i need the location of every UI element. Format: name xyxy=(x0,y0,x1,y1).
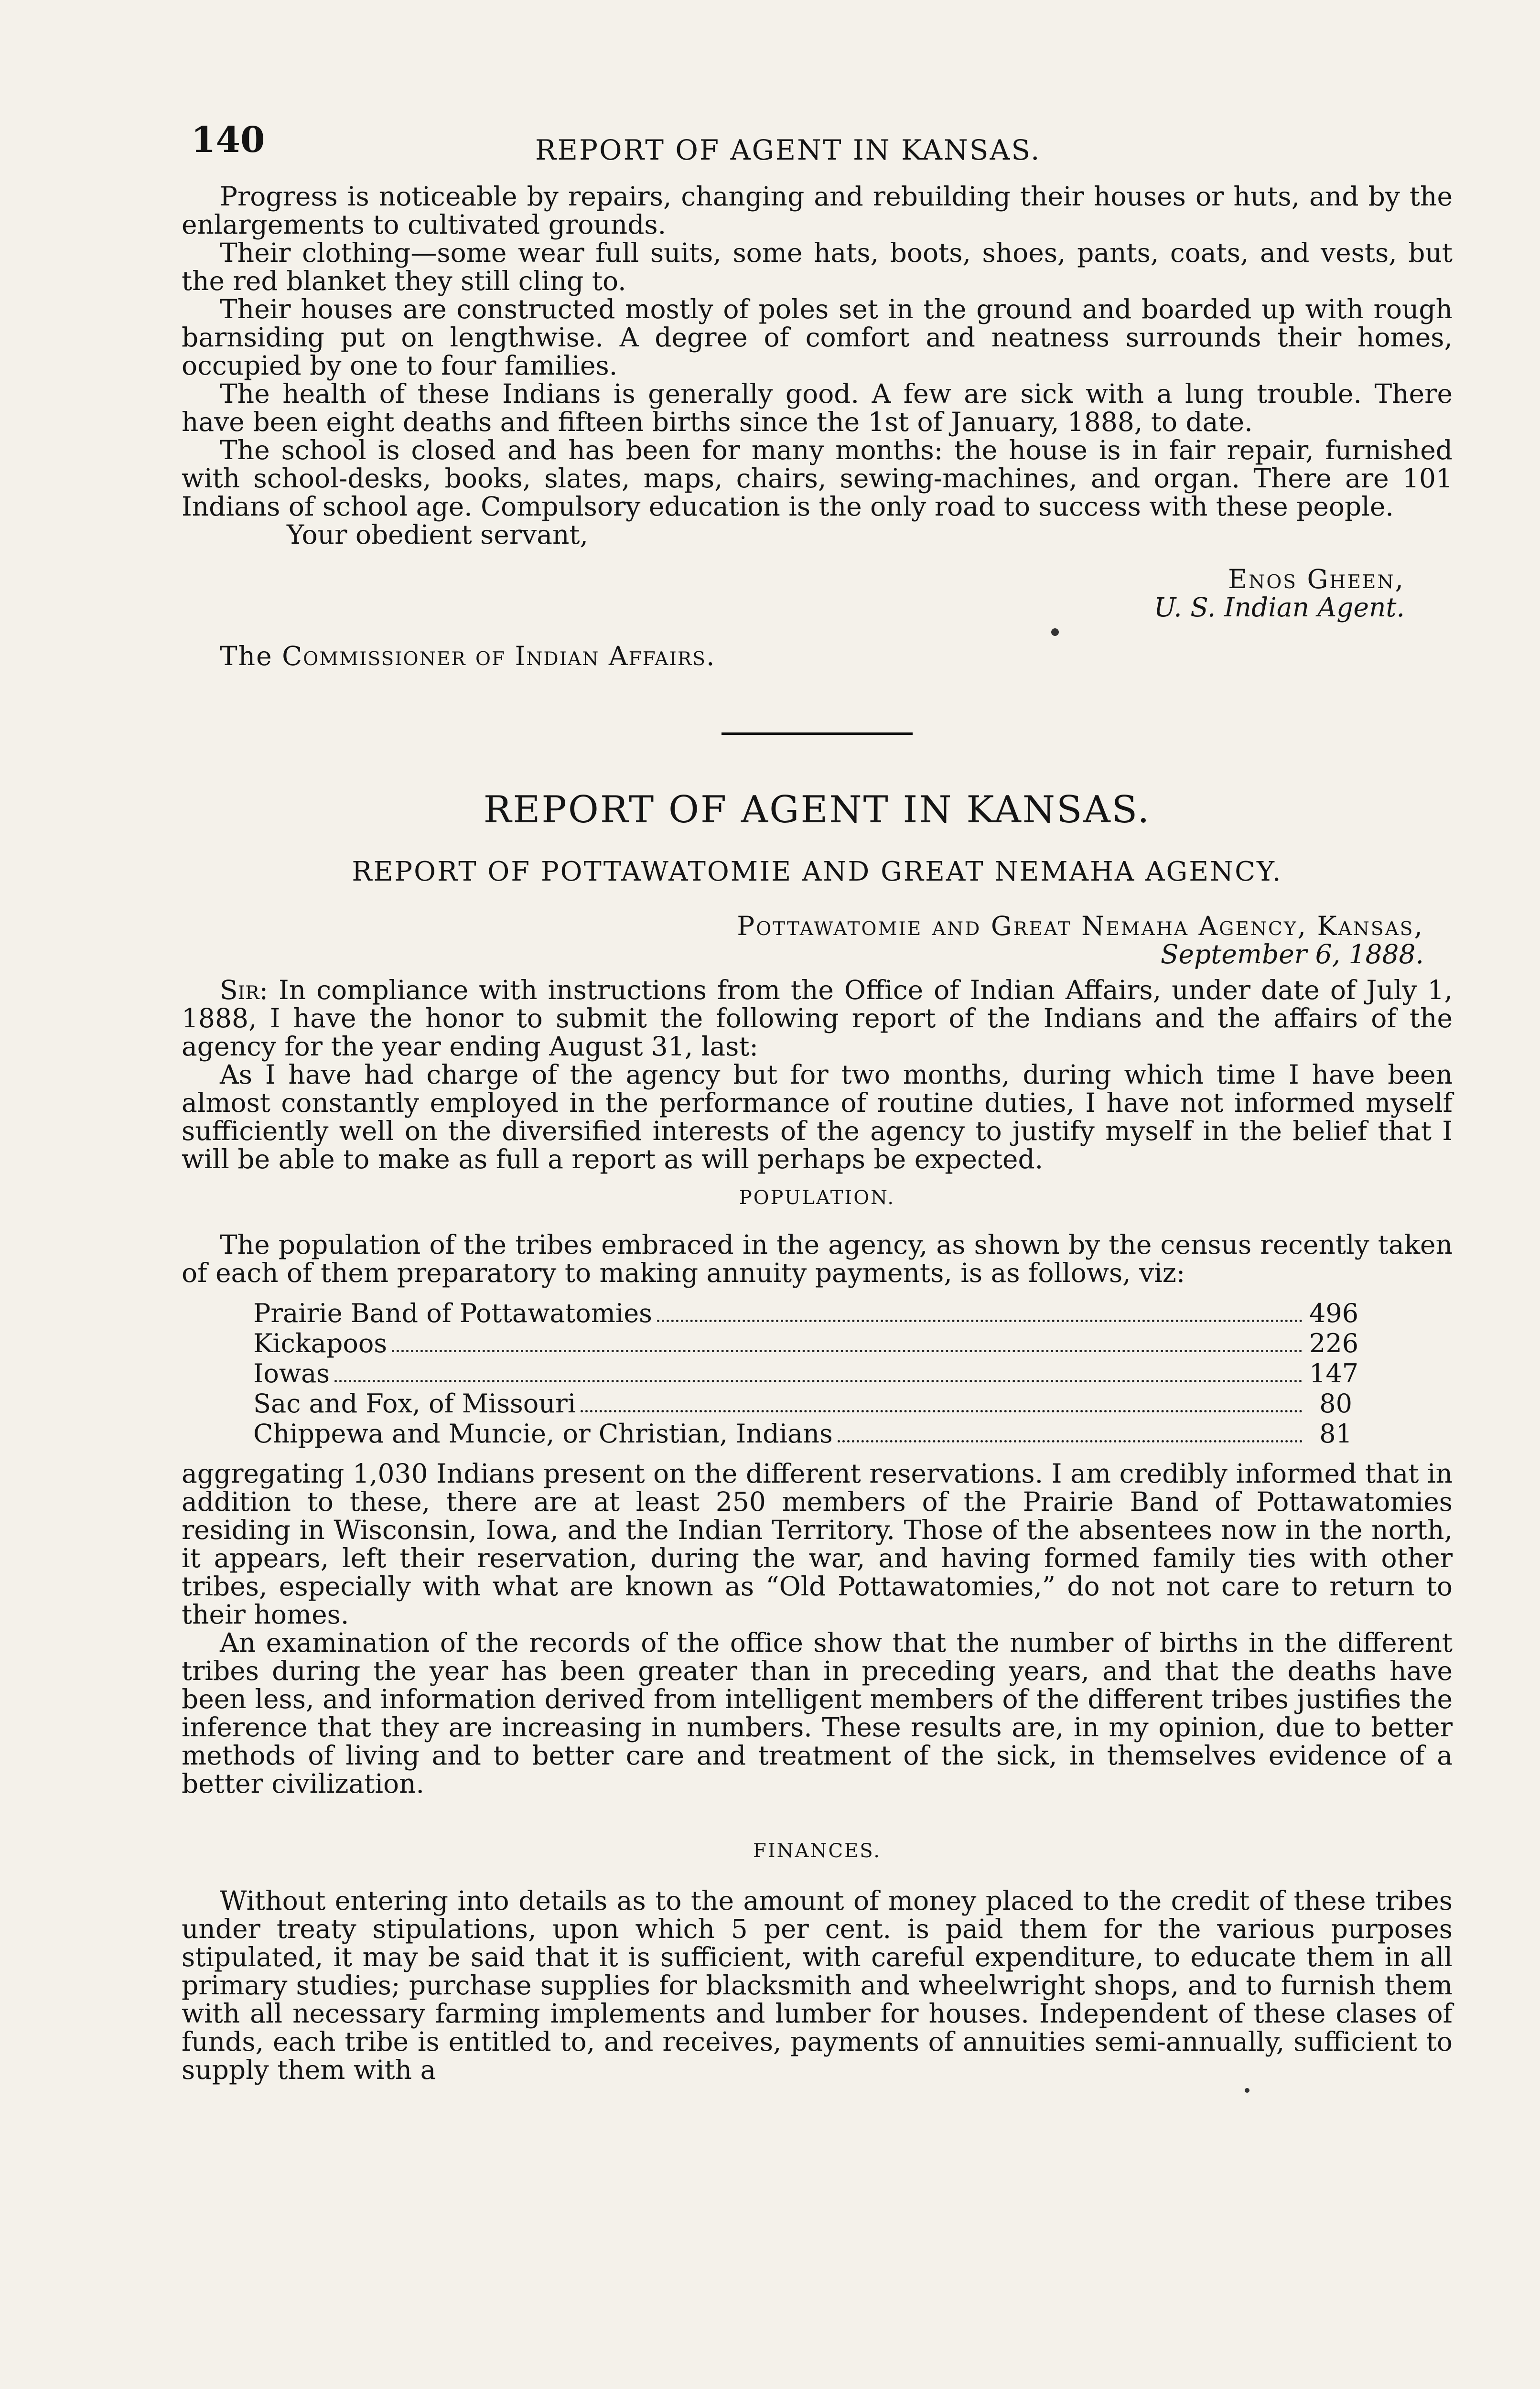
body-paragraph: An examination of the records of the office show that the number of births in the different tribes during the year has been greater than in preceding years, and that the deaths have been less, and information derived from intelligent members of the different tribes justifies the inference that they are increasing in numbers. These results are, in my opinion, due to better methods of living and to better care and treatment of the sick, in themselves evidence of a better civilization. xyxy=(182,1627,1453,1799)
page-number: 140 xyxy=(191,119,265,161)
dateline xyxy=(182,912,1453,969)
dot-leader xyxy=(838,1440,1303,1442)
body-paragraph: Their houses are constructed mostly of poles set in the ground and boarded up with rough barnsiding put on lengthwise. A degree of comfort and neatness surrounds their homes, occupied by one to four families. xyxy=(182,294,1453,381)
salutation: Sir: xyxy=(220,975,268,1005)
stray-mark xyxy=(1051,628,1059,636)
tribe-name: Kickapoos xyxy=(253,1328,388,1358)
dot-leader xyxy=(657,1320,1303,1322)
report-subtitle: REPORT OF POTTAWATOMIE AND GREAT NEMAHA AGENCY. xyxy=(352,856,1282,887)
tribe-count: 81 xyxy=(1319,1419,1352,1449)
addressee xyxy=(182,641,1453,671)
population-table xyxy=(182,1298,1359,1449)
running-head: REPORT OF AGENT IN KANSAS. xyxy=(535,134,1041,166)
tribe-name: Iowas xyxy=(253,1358,330,1388)
page-header xyxy=(182,115,1453,172)
body-paragraph: The health of these Indians is generally good. A few are sick with a lung trouble. There have been eight deaths and fifteen births since the 1st of January, 1888, to date. xyxy=(182,378,1453,437)
body-paragraph: Without entering into details as to the amount of money placed to the credit of these tribes under treaty stipulations, upon which 5 per cent. is paid them for the various purposes stipulated, it may be said that it is sufficient, with careful expenditure, to educate them in all primary studies; purchase supplies for blacksmith and wheelwright shops, and to furnish them with all necessary farming implements and lumber for houses. Independent of these clases of funds, each tribe is entitled to, and receives, payments of annuities semi-annually, sufficient to supply them with a xyxy=(182,1885,1453,2085)
table-row xyxy=(253,1389,1352,1419)
body-paragraph: aggregating 1,030 Indians present on the different reservations. I am credibly informed that in addition to these, there are at least 250 members of the Prairie Band of Pottawatomies residing in Wisconsin, Iowa, and the Indian Territory. Those of the absentees now in the north, it appears, left their reservation, during the war, and having formed family ties with other tribes, especially with what are known as “Old Pottawatomies,” do not not care to return to their homes. xyxy=(182,1458,1453,1630)
addressee-prefix: The xyxy=(220,641,282,671)
intro-text: In compliance with instructions from the Office of Indian Affairs, under date of July 1, 1888, I have the honor to submit the following report of the Indians and the affairs of the agency for the year ending August 31, last: xyxy=(182,975,1453,1062)
dot-leader xyxy=(581,1410,1303,1412)
body-paragraph: Their clothing—some wear full suits, some hats, boots, shoes, pants, coats, and vests, but the red blanket they still cling to. xyxy=(182,237,1453,296)
tribe-count: 147 xyxy=(1309,1358,1359,1388)
salutation-paragraph xyxy=(182,976,1453,1061)
dateline-date: September 6, 1888. xyxy=(1160,939,1424,969)
dot-leader xyxy=(392,1350,1303,1352)
population-intro: The population of the tribes embraced in the agency, as shown by the census recently taken of each of them preparatory to making annuity payments, is as follows, viz: xyxy=(182,1229,1453,1288)
signature-name: Enos Gheen, xyxy=(1228,564,1405,594)
tribe-name: Chippewa and Muncie, or Christian, Indians xyxy=(253,1419,833,1449)
body-paragraph: Progress is noticeable by repairs, changing and rebuilding their houses or huts, and by the enlargements to cultivated grounds. xyxy=(182,181,1453,240)
tribe-count: 226 xyxy=(1309,1328,1359,1358)
finances-heading: FINANCES. xyxy=(753,1840,881,1862)
tribe-name: Prairie Band of Pottawatomies xyxy=(253,1298,652,1328)
section-divider xyxy=(722,732,913,735)
body-paragraph: As I have had charge of the agency but for two months, during which time I have been almost constantly employed in the performance of routine duties, I have not informed myself sufficiently well on the diversified interests of the agency to justify myself in the belief that I will be able to make as full a report as will perhaps be expected. xyxy=(182,1059,1453,1174)
table-row xyxy=(253,1298,1359,1329)
tribe-name: Sac and Fox, of Missouri xyxy=(253,1388,576,1419)
tribe-count: 80 xyxy=(1319,1388,1352,1419)
table-row xyxy=(253,1328,1359,1359)
table-row xyxy=(253,1419,1352,1449)
previous-report-body xyxy=(182,183,1453,671)
population-heading: POPULATION. xyxy=(739,1187,895,1209)
document-page xyxy=(182,115,1453,2084)
dateline-place: Pottawatomie and Great Nemaha Agency, Kansas, xyxy=(737,911,1424,941)
letter-closing: Your obedient servant, xyxy=(287,519,588,550)
addressee-name: Commissioner of Indian Affairs. xyxy=(282,641,716,671)
stray-mark xyxy=(1245,2088,1249,2093)
body-paragraph: The school is closed and has been for many months: the house is in fair repair, furnished with school-desks, books, slates, maps, chairs, sewing-machines, and organ. There are 101 Indians of school age. Compulsory education is the only road to success with these people. xyxy=(182,435,1453,522)
dot-leader xyxy=(334,1380,1303,1382)
report-title: REPORT OF AGENT IN KANSAS. xyxy=(483,788,1151,831)
table-row xyxy=(253,1358,1359,1389)
tribe-count: 496 xyxy=(1309,1298,1359,1328)
signature-block xyxy=(182,565,1453,622)
signature-title: U. S. Indian Agent. xyxy=(1153,592,1405,623)
